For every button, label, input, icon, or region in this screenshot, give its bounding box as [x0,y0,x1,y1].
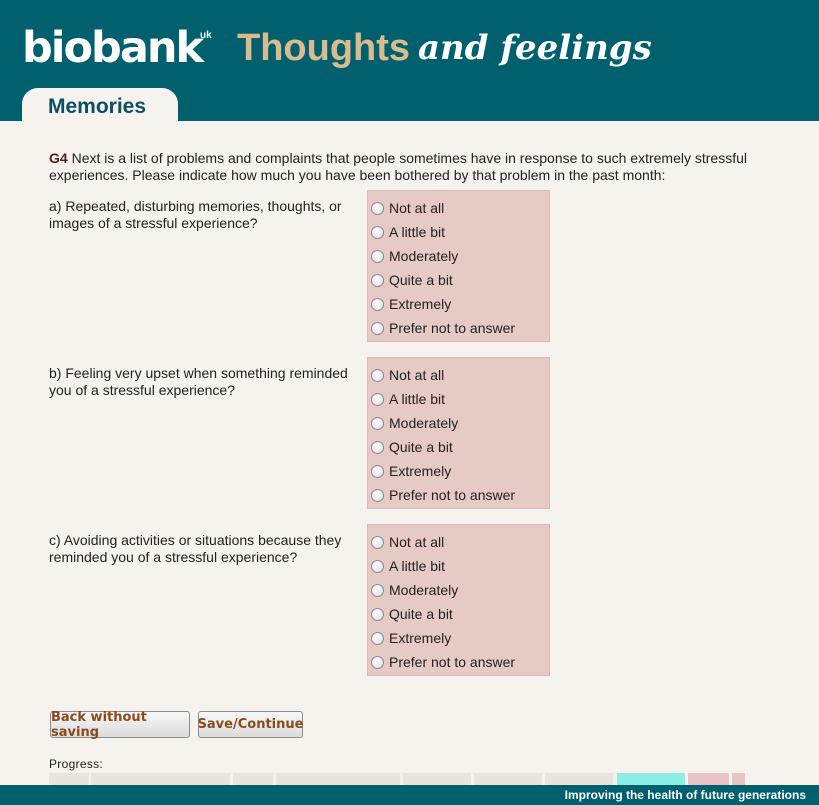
item-label: a) Repeated, disturbing memories, thoughts, or images of a stressful experience? [49,198,342,231]
answer-option[interactable] [371,461,547,481]
answer-option[interactable] [371,294,547,314]
answer-options-group [367,190,550,342]
radio-button[interactable] [371,393,384,406]
item-label: b) Feeling very upset when something reminded you of a stressful experience? [49,365,348,398]
section-title-thoughts: Thoughts [237,27,411,69]
answer-option[interactable] [371,270,547,290]
radio-button[interactable] [371,202,384,215]
option-label: Extremely [389,296,452,312]
radio-button[interactable] [371,632,384,645]
option-label: Prefer not to answer [389,487,516,503]
radio-button[interactable] [371,369,384,382]
option-label: Not at all [389,534,445,550]
logo-suffix: uk [200,30,212,41]
answer-option[interactable] [371,413,547,433]
progress-segment [49,773,89,785]
footer-tagline: Improving the health of future generations [564,788,806,802]
radio-button[interactable] [371,608,384,621]
radio-button[interactable] [371,489,384,502]
answer-option[interactable] [371,485,547,505]
option-label: Moderately [389,248,459,264]
answer-options-group [367,524,550,676]
answer-option[interactable] [371,556,547,576]
option-label: Not at all [389,367,445,383]
option-label: Moderately [389,582,459,598]
option-label: Prefer not to answer [389,654,516,670]
radio-button[interactable] [371,656,384,669]
option-label: A little bit [389,391,446,407]
progress-segment [732,773,745,785]
save-continue-button[interactable]: Save/Continue [198,711,303,738]
question-text [49,150,749,184]
progress-segment [91,773,230,785]
option-label: Extremely [389,630,452,646]
progress-segment [688,773,729,785]
progress-segment-current [617,773,685,785]
question-code: G4 [49,150,68,166]
radio-button[interactable] [371,298,384,311]
back-without-saving-button[interactable]: Back without saving [50,711,190,738]
radio-button[interactable] [371,465,384,478]
progress-segment [403,773,471,785]
answer-option[interactable] [371,604,547,624]
answer-option[interactable] [371,532,547,552]
answer-options-group [367,357,550,509]
answer-option[interactable] [371,652,547,672]
question-body: Next is a list of problems and complaints that people sometimes have in response to such extremely stressful experiences. Please indicate how much you have been bothered by that problem in the past month: [49,150,748,183]
answer-option[interactable] [371,389,547,409]
biobank-logo: biobank [22,23,203,73]
option-label: Quite a bit [389,606,453,622]
radio-button[interactable] [371,536,384,549]
radio-button[interactable] [371,274,384,287]
radio-button[interactable] [371,226,384,239]
answer-option[interactable] [371,580,547,600]
radio-button[interactable] [371,560,384,573]
radio-button[interactable] [371,250,384,263]
option-label: Moderately [389,415,459,431]
tab-memories [22,88,178,121]
header-banner [0,0,819,121]
answer-option[interactable] [371,222,547,242]
footer-bar [0,785,819,805]
answer-option[interactable] [371,365,547,385]
progress-segment [545,773,613,785]
answer-option[interactable] [371,437,547,457]
option-label: Extremely [389,463,452,479]
progress-segment [276,773,400,785]
option-label: Not at all [389,200,445,216]
progress-label: Progress: [49,757,104,771]
option-label: A little bit [389,558,446,574]
option-label: A little bit [389,224,446,240]
option-label: Quite a bit [389,272,453,288]
option-label: Quite a bit [389,439,453,455]
option-label: Prefer not to answer [389,320,516,336]
answer-option[interactable] [371,318,547,338]
radio-button[interactable] [371,441,384,454]
tab-label: Memories [48,95,147,118]
radio-button[interactable] [371,322,384,335]
radio-button[interactable] [371,584,384,597]
answer-option[interactable] [371,628,547,648]
answer-option[interactable] [371,246,547,266]
radio-button[interactable] [371,417,384,430]
section-title-feelings: and feelings [418,28,652,68]
progress-segment [474,773,542,785]
item-label: c) Avoiding activities or situations because they reminded you of a stressful experience? [49,532,342,565]
progress-segment [233,773,273,785]
answer-option[interactable] [371,198,547,218]
